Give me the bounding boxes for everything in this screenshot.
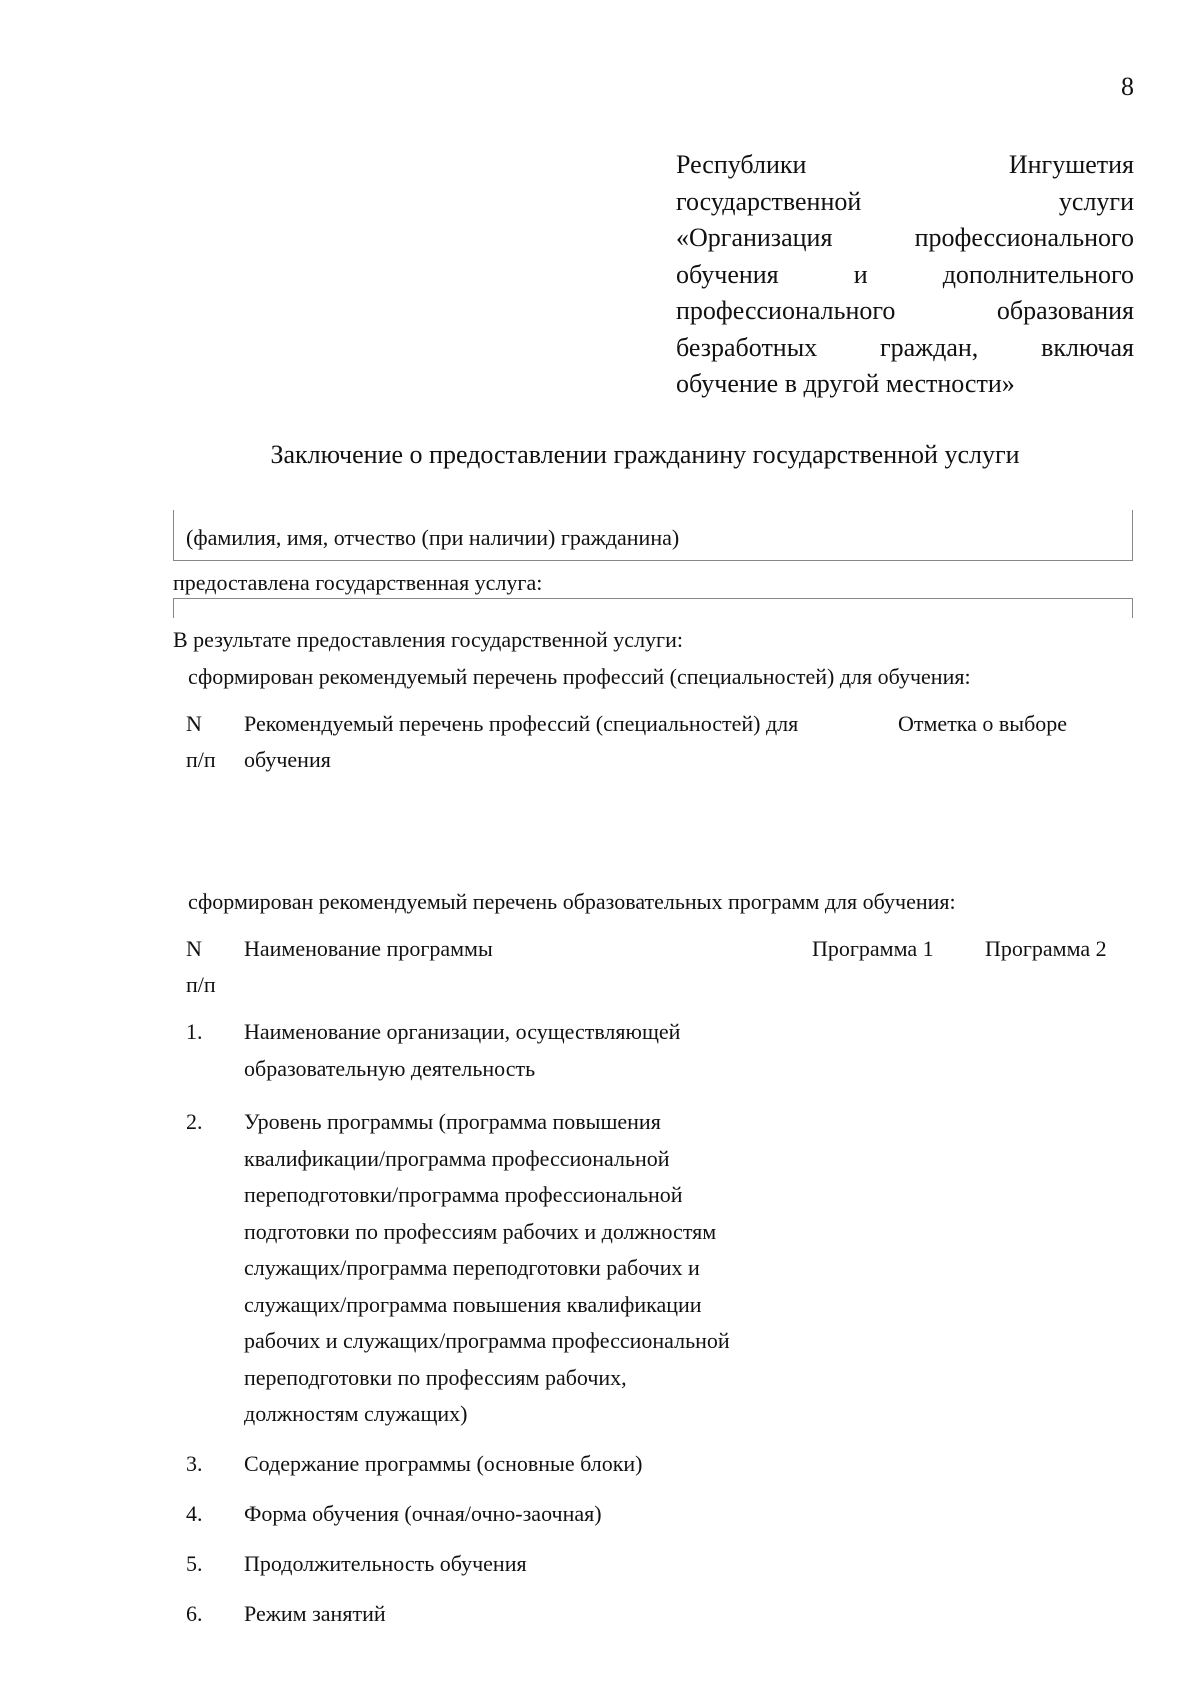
program-row: Наименование организации, осуществляющей образовательную деятельность bbox=[244, 1019, 681, 1081]
row-number: 2. bbox=[186, 1109, 203, 1134]
result-label: В результате предоставления государственной услуги: bbox=[173, 627, 683, 652]
header-line: профессионального образования bbox=[676, 296, 1134, 325]
programs-col-p2: Программа 2 bbox=[985, 936, 1107, 961]
header-line: обучение в другой местности» bbox=[676, 369, 1015, 398]
header-line: государственной услуги bbox=[676, 186, 1134, 216]
service-label: предоставлена государственная услуга: bbox=[173, 570, 543, 595]
page-number: 8 bbox=[1121, 72, 1134, 101]
row-number: 1. bbox=[186, 1019, 203, 1044]
programs-col-num: N п/п bbox=[186, 936, 216, 997]
header-block bbox=[676, 147, 1134, 403]
header-line: безработных граждан, включая bbox=[676, 332, 1134, 362]
row-number: 5. bbox=[186, 1551, 203, 1576]
programs-col-name: Наименование программы bbox=[244, 936, 493, 961]
row-number: 3. bbox=[186, 1451, 203, 1476]
programs-label: сформирован рекомендуемый перечень образовательных программ для обучения: bbox=[188, 889, 956, 914]
professions-col-num: N п/п bbox=[186, 711, 216, 772]
header-line: «Организация профессионального bbox=[676, 223, 1134, 252]
header-line: обучения и дополнительного bbox=[676, 259, 1134, 289]
professions-col-mark: Отметка о выборе bbox=[898, 711, 1068, 736]
program-row: Продолжительность обучения bbox=[244, 1551, 527, 1576]
document-title: Заключение о предоставлении гражданину государственной услуги bbox=[270, 440, 1020, 469]
row-number: 6. bbox=[186, 1601, 203, 1626]
program-row: Форма обучения (очная/очно-заочная) bbox=[244, 1501, 602, 1526]
service-field[interactable] bbox=[173, 598, 1133, 618]
program-row: Уровень программы (программа повышения квалификации/программа профессиональной переподготовки/программа профессиональной подготовки по профессиям рабочих и должностям служащих/программа переподготовки рабочих и служащих/программа повышения квалификации рабочих и служащих/программа профессиональной переподготовки по профессиям рабочих, должностям служащих) bbox=[244, 1109, 730, 1426]
header-line: Республики Ингушетия bbox=[676, 150, 1134, 179]
programs-col-p1: Программа 1 bbox=[812, 936, 934, 961]
program-row: Содержание программы (основные блоки) bbox=[244, 1451, 643, 1476]
professions-label: сформирован рекомендуемый перечень профессий (специальностей) для обучения: bbox=[188, 664, 971, 689]
citizen-name-caption: (фамилия, имя, отчество (при наличии) гражданина) bbox=[186, 525, 680, 550]
program-row: Режим занятий bbox=[244, 1601, 386, 1626]
row-number: 4. bbox=[186, 1501, 203, 1526]
professions-col-name: Рекомендуемый перечень профессий (специальностей) для обучения bbox=[244, 711, 799, 772]
